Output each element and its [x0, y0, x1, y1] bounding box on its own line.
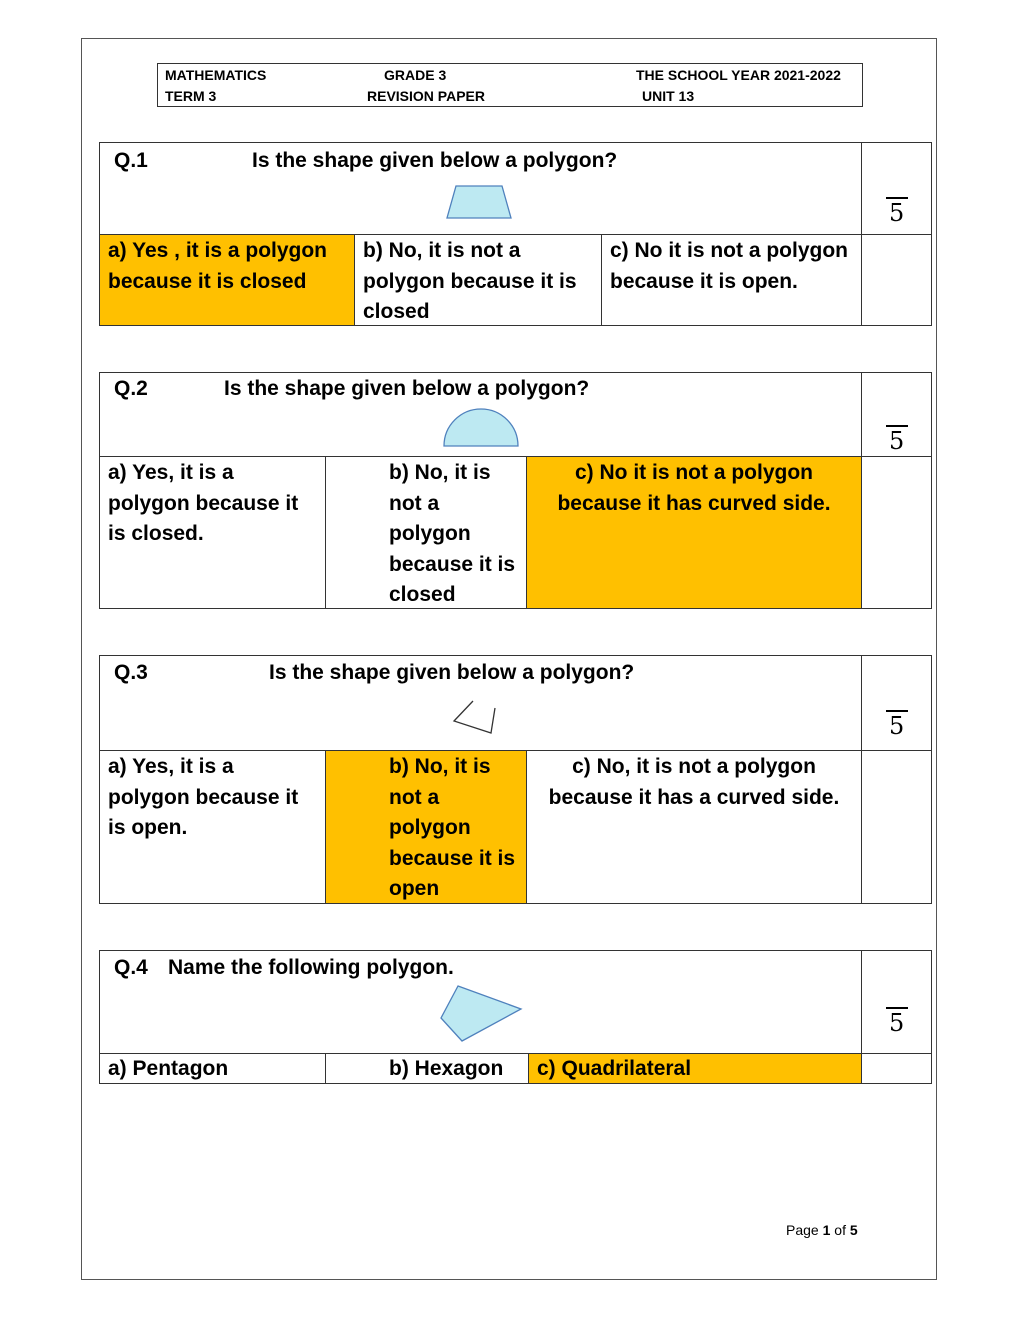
header-unit: UNIT 13: [642, 88, 695, 104]
header-term: TERM 3: [165, 88, 217, 104]
question-1-label: Q.1: [114, 149, 148, 172]
question-4-text: Name the following polygon.: [168, 956, 454, 979]
question-2-option-a[interactable]: a) Yes, it is a polygon because it is closed.: [108, 461, 299, 545]
question-3-option-c[interactable]: c) No, it is not a polygon because it has a curved side.: [548, 755, 840, 809]
page-word: Page: [786, 1222, 819, 1238]
trapezoid-icon: [446, 185, 512, 219]
header-subject: MATHEMATICS: [165, 67, 267, 83]
quadrilateral-icon: [440, 985, 524, 1043]
of-word: of: [834, 1222, 846, 1238]
question-3: [99, 655, 932, 904]
question-4-label: Q.4: [114, 956, 148, 979]
question-1-score: 5: [889, 199, 905, 227]
question-2-score: 5: [889, 427, 905, 455]
page-current: 1: [822, 1222, 831, 1238]
question-4-option-c[interactable]: c) Quadrilateral: [529, 1054, 861, 1083]
question-2: [99, 372, 932, 609]
question-2-option-c[interactable]: c) No it is not a polygon because it has curved side.: [527, 457, 861, 608]
semicircle-icon: [443, 409, 519, 447]
question-4-score: 5: [889, 1009, 905, 1037]
header-grade: GRADE 3: [384, 67, 447, 83]
question-4-option-a[interactable]: a) Pentagon: [108, 1057, 229, 1080]
header-year: THE SCHOOL YEAR 2021-2022: [636, 67, 841, 83]
page-total: 5: [849, 1222, 858, 1238]
question-3-text: Is the shape given below a polygon?: [269, 661, 635, 684]
question-3-option-a[interactable]: a) Yes, it is a polygon because it is open.: [108, 755, 299, 839]
header-paper: REVISION PAPER: [367, 88, 485, 104]
question-2-option-b[interactable]: b) No, it is not a polygon because it is closed: [389, 461, 516, 606]
header-box: [157, 63, 863, 107]
page-number: [786, 1222, 858, 1238]
question-3-option-b[interactable]: b) No, it is not a polygon because it is open: [326, 751, 526, 903]
question-4: [99, 950, 932, 1084]
question-1-option-a[interactable]: a) Yes , it is a polygon because it is closed: [100, 235, 354, 325]
question-1-text: Is the shape given below a polygon?: [252, 149, 618, 172]
question-2-label: Q.2: [114, 377, 148, 400]
open-shape-icon: [453, 700, 497, 738]
question-3-score: 5: [889, 712, 905, 740]
question-4-option-b[interactable]: b) Hexagon: [389, 1057, 504, 1080]
question-3-label: Q.3: [114, 661, 148, 684]
question-1-option-b[interactable]: b) No, it is not a polygon because it is closed: [363, 239, 577, 323]
question-2-text: Is the shape given below a polygon?: [224, 377, 590, 400]
question-1: [99, 142, 932, 326]
question-1-option-c[interactable]: c) No it is not a polygon because it is open.: [610, 239, 848, 293]
